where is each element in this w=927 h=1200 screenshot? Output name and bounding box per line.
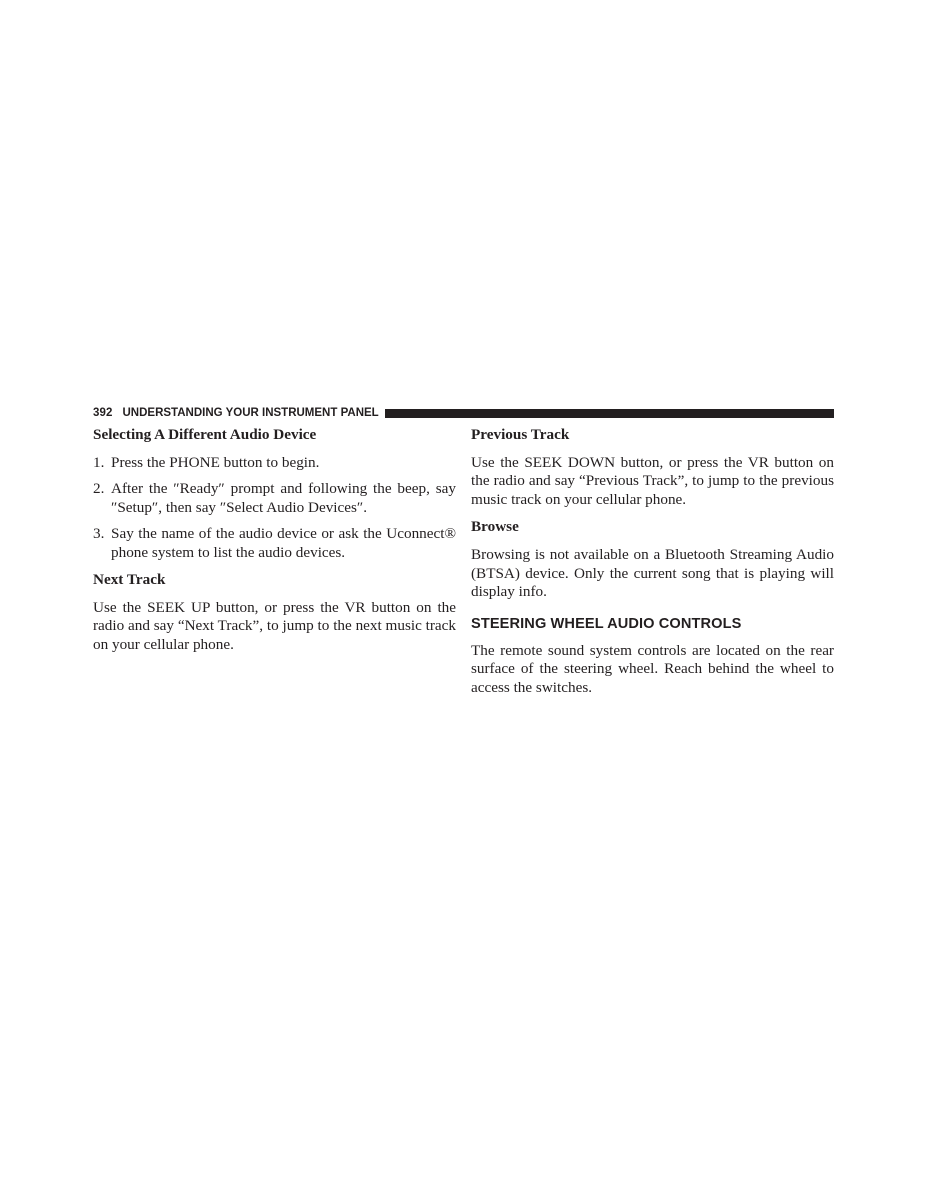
next-track-paragraph: Use the SEEK UP button, or press the VR button on the radio and say “Next Track”, to jump to the next music track on your cellular phone. xyxy=(93,599,456,653)
page-number: 392 xyxy=(93,407,113,419)
page-header xyxy=(93,405,834,421)
list-item xyxy=(93,480,456,517)
steps-list xyxy=(93,454,456,562)
right-column xyxy=(471,425,834,705)
step-number: 1. xyxy=(93,454,105,471)
list-item xyxy=(93,454,456,472)
steering-wheel-paragraph: The remote sound system controls are located on the rear surface of the steering wheel. Reach behind the wheel to access the switches. xyxy=(471,641,834,696)
section-title: UNDERSTANDING YOUR INSTRUMENT PANEL xyxy=(122,407,379,419)
step-number: 3. xyxy=(93,525,105,543)
step-text: After the ″Ready″ prompt and following the beep, say ″Setup″, then say ″Select Audio Devices″. xyxy=(111,480,456,516)
step-text: Press the PHONE button to begin. xyxy=(111,454,320,471)
header-rule xyxy=(385,409,834,418)
browse-paragraph: Browsing is not available on a Bluetooth Streaming Audio (BTSA) device. Only the current song that is playing will display info. xyxy=(471,546,834,601)
next-track-heading: Next Track xyxy=(93,571,166,589)
selecting-audio-device-heading: Selecting A Different Audio Device xyxy=(93,426,317,443)
step-text: Say the name of the audio device or ask the Uconnect® phone system to list the audio devices. xyxy=(111,525,456,561)
browse-heading: Browse xyxy=(471,518,519,536)
previous-track-heading: Previous Track xyxy=(471,426,570,443)
step-number: 2. xyxy=(93,480,105,498)
steering-wheel-audio-controls-heading: STEERING WHEEL AUDIO CONTROLS xyxy=(471,616,742,633)
left-column xyxy=(93,425,456,662)
previous-track-paragraph: Use the SEEK DOWN button, or press the VR button on the radio and say “Previous Track”, to jump to the previous music track on your cellular phone. xyxy=(471,454,834,508)
list-item xyxy=(93,525,456,562)
